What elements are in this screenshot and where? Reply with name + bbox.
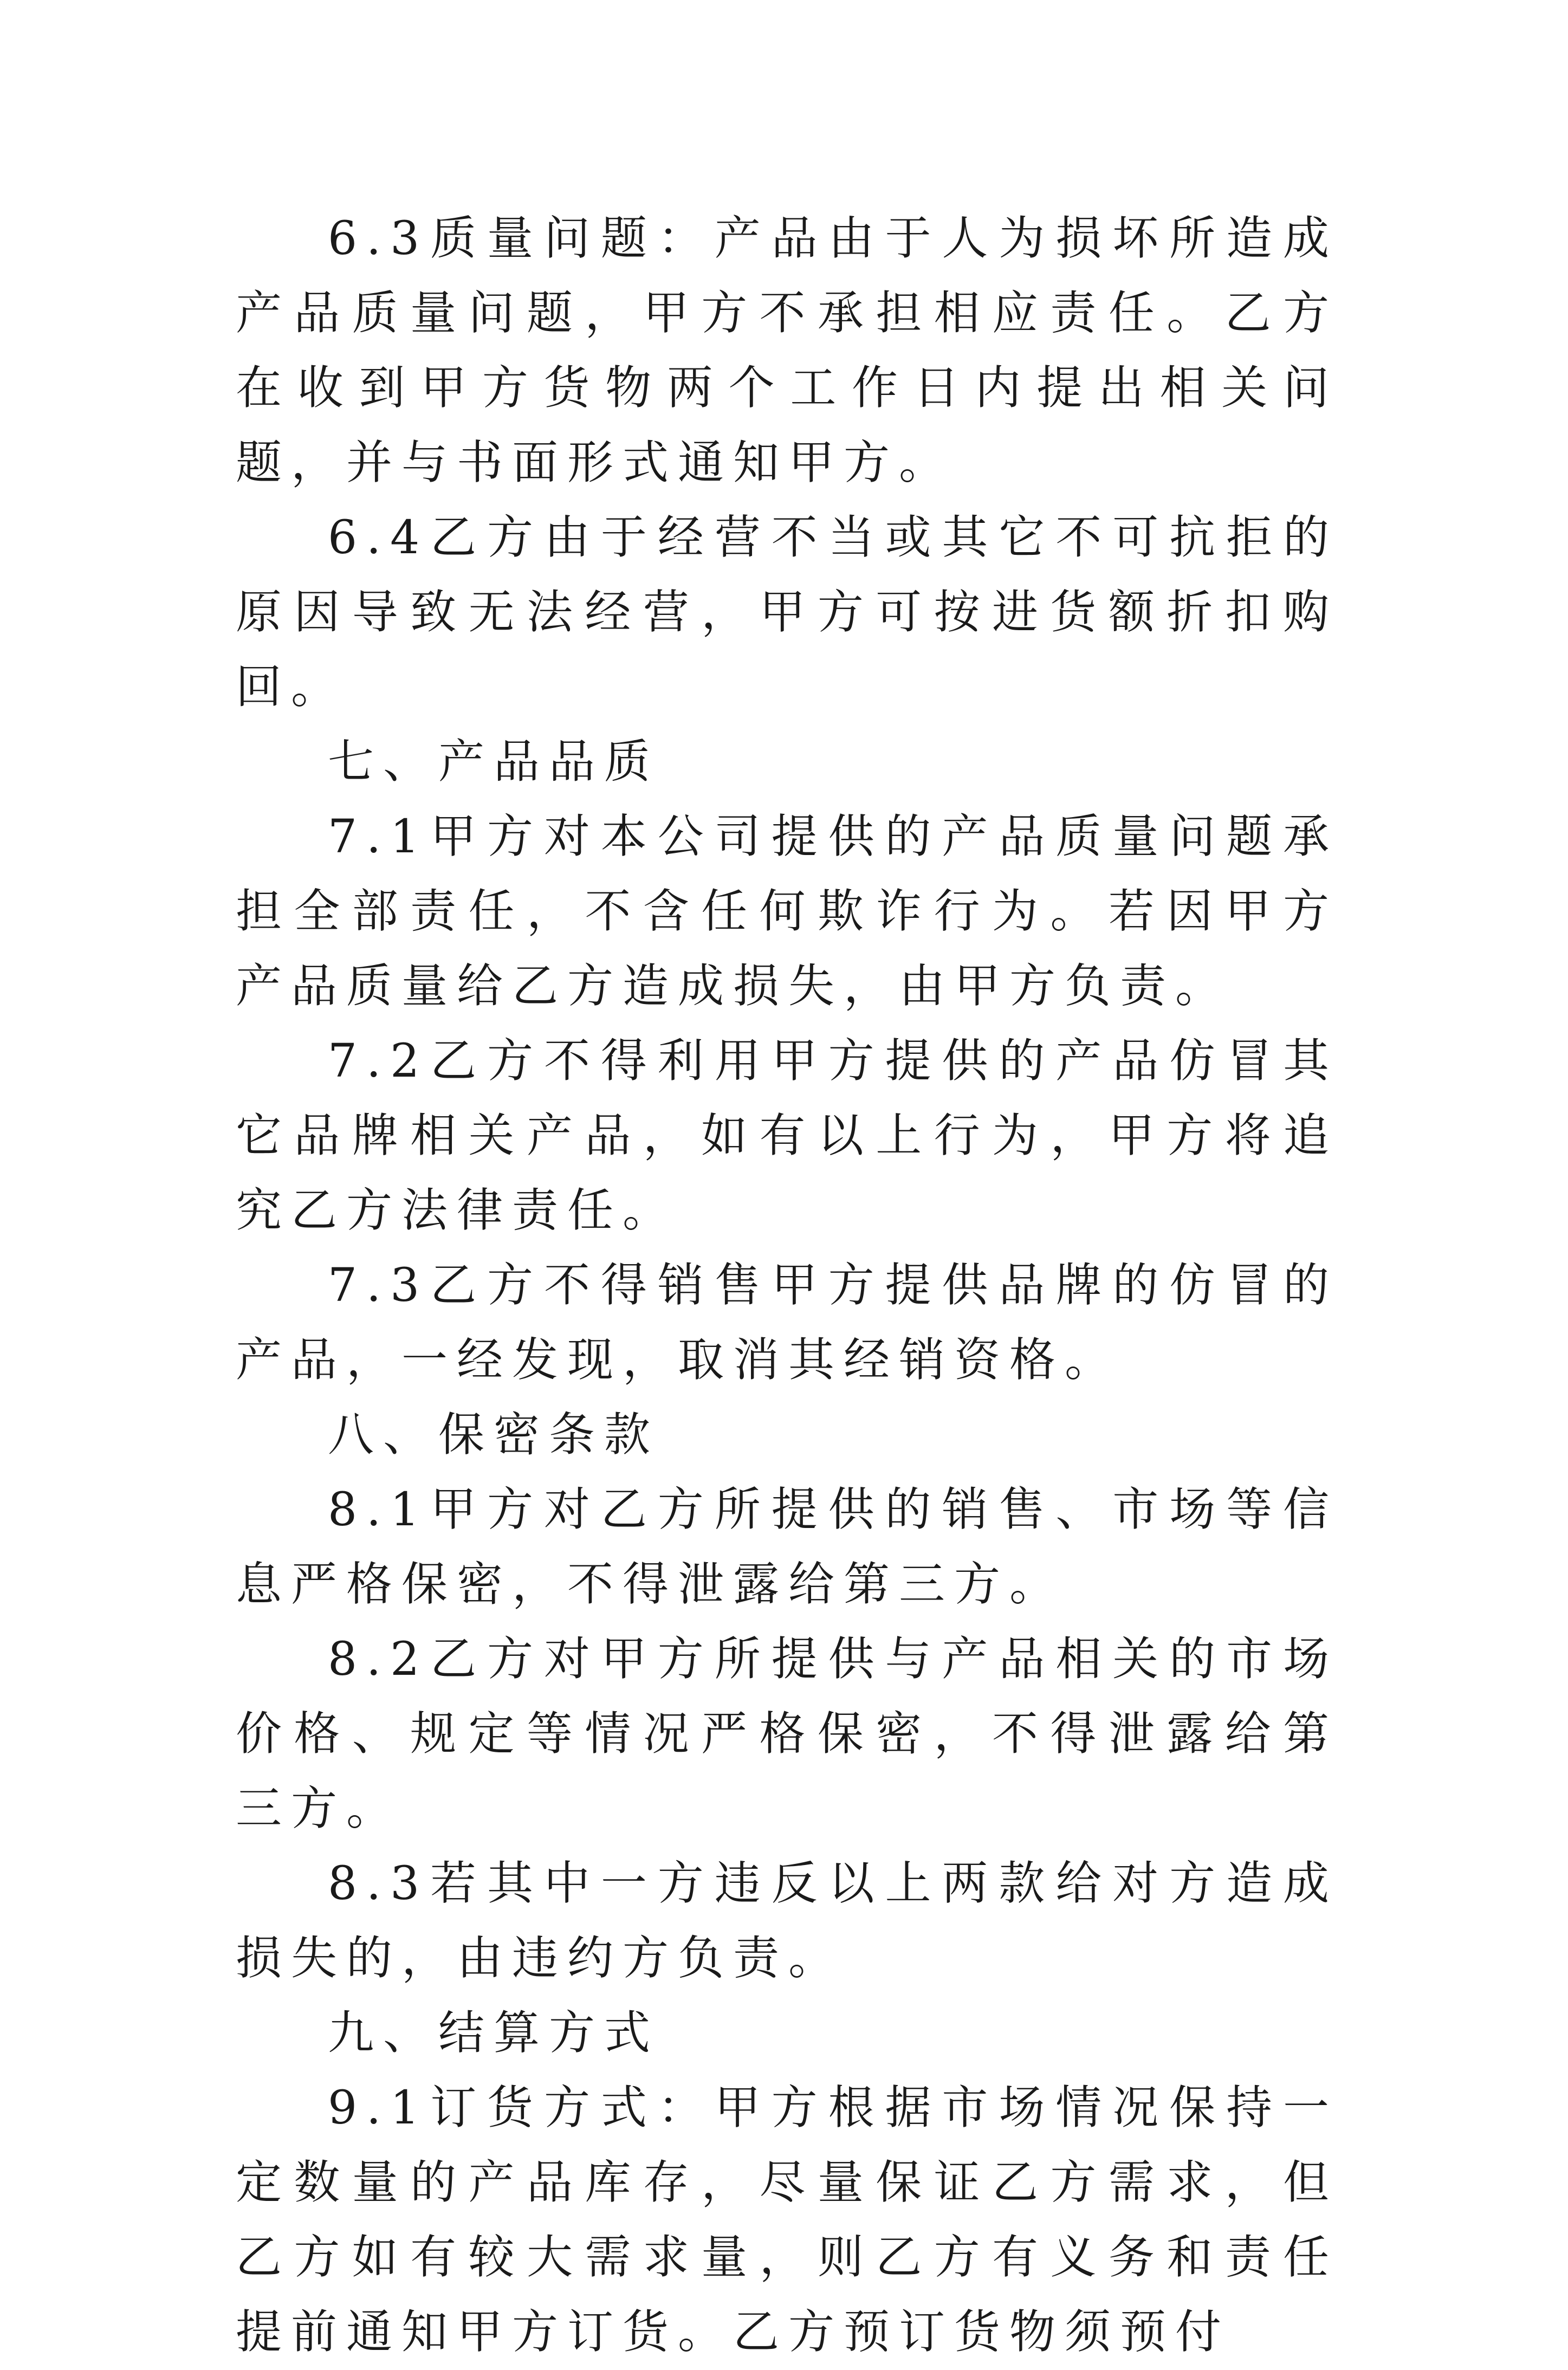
clause-6-4: 6.4乙方由于经营不当或其它不可抗拒的原因导致无法经营，甲方可按进货额折扣购回。 [236,511,1338,714]
section-heading-9: 九、结算方式 [328,2006,660,2060]
clause-6-3: 6.3质量问题：产品由于人为损坏所造成产品质量问题，甲方不承担相应责任。乙方在收到甲方货物两个工作日内提出相关问题，并与书面形式通知甲方。 [236,212,1338,490]
clause-8-3: 8.3若其中一方违反以上两款给对方造成损失的，由违约方负责。 [236,1857,1338,1985]
clause-7-3: 7.3乙方不得销售甲方提供品牌的仿冒的产品，一经发现，取消其经销资格。 [236,1259,1338,1387]
clause-7-1: 7.1甲方对本公司提供的产品质量问题承担全部责任，不含任何欺诈行为。若因甲方产品质量给乙方造成损失，由甲方负责。 [236,810,1338,1013]
clause-8-2: 8.2乙方对甲方所提供与产品相关的市场价格、规定等情况严格保密，不得泄露给第三方。 [236,1633,1338,1836]
document-body [236,202,1338,2370]
clause-9-1: 9.1订货方式：甲方根据市场情况保持一定数量的产品库存，尽量保证乙方需求，但乙方如有较大需求量，则乙方有义务和责任提前通知甲方订货。乙方预订货物须预付 [236,2081,1338,2359]
section-heading-8: 八、保密条款 [328,1408,660,1462]
clause-7-2: 7.2乙方不得利用甲方提供的产品仿冒其它品牌相关产品，如有以上行为，甲方将追究乙方法律责任。 [236,1034,1338,1238]
section-heading-7: 七、产品品质 [328,735,660,789]
clause-8-1: 8.1甲方对乙方所提供的销售、市场等信息严格保密，不得泄露给第三方。 [236,1483,1338,1611]
